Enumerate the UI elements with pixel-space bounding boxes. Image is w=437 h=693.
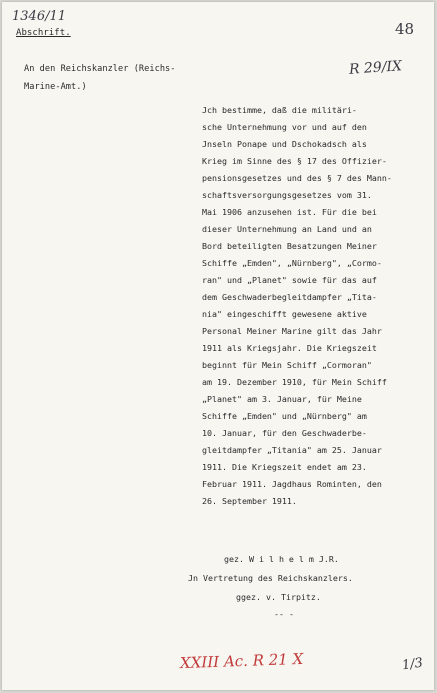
- body-line: Jnseln Ponape und Dschokadsch als: [202, 139, 367, 149]
- recipient-line-1: An den Reichskanzler (Reichs-: [24, 64, 176, 74]
- body-line: Schiffe „Emden", „Nürnberg", „Cormo-: [202, 258, 382, 268]
- body-line: Februar 1911. Jagdhaus Rominten, den: [202, 479, 382, 489]
- signature-emperor: gez. W i l h e l m J.R.: [224, 554, 339, 564]
- document-title: Abschrift.: [16, 28, 71, 38]
- body-line: sche Unternehmung vor und auf den: [202, 122, 367, 132]
- document-page: [2, 2, 434, 690]
- handwritten-annotation: R 29/IX: [348, 58, 403, 78]
- body-line: Jch bestimme, daß die militäri-: [202, 105, 357, 115]
- red-archive-mark: XXIII Ac. R 21 X: [179, 649, 304, 673]
- body-line: Mai 1906 anzusehen ist. Für die bei: [202, 207, 377, 217]
- signature-deputy-line: Jn Vertretung des Reichskanzlers.: [188, 573, 353, 583]
- body-line: Personal Meiner Marine gilt das Jahr: [202, 326, 382, 336]
- body-line: 1911. Die Kriegszeit endet am 23.: [202, 462, 367, 472]
- archive-mark: 1346/11: [12, 9, 67, 24]
- signature-dash: -- -: [274, 609, 294, 619]
- body-line: dieser Unternehmung an Land und an: [202, 224, 372, 234]
- body-line: Schiffe „Emden" und „Nürnberg" am: [202, 411, 367, 421]
- body-line: schaftsversorgungsgesetzes vom 31.: [202, 190, 372, 200]
- body-line: Bord beteiligten Besatzungen Meiner: [202, 241, 377, 251]
- recipient-line-2: Marine-Amt.): [24, 82, 87, 92]
- body-line: Krieg im Sinne des § 17 des Offizier-: [202, 156, 387, 166]
- body-line: 10. Januar, für den Geschwaderbe-: [202, 428, 367, 438]
- body-line: 26. September 1911.: [202, 496, 297, 506]
- body-line: am 19. Dezember 1910, für Mein Schiff: [202, 377, 387, 387]
- body-line: beginnt für Mein Schiff „Cormoran": [202, 360, 372, 370]
- body-line: nia" eingeschifft gewesene aktive: [202, 309, 367, 319]
- body-line: 1911 als Kriegsjahr. Die Kriegszeit: [202, 343, 377, 353]
- signature-tirpitz: ggez. v. Tirpitz.: [236, 592, 321, 602]
- body-line: dem Geschwaderbegleitdampfer „Tita-: [202, 292, 377, 302]
- body-line: gleitdampfer „Titania" am 25. Januar: [202, 445, 382, 455]
- body-line: ran" und „Planet" sowie für das auf: [202, 275, 377, 285]
- corner-mark: 1/3: [401, 655, 424, 674]
- body-line: pensionsgesetzes und des § 7 des Mann-: [202, 173, 392, 183]
- page-number: 48: [395, 20, 415, 38]
- body-line: „Planet" am 3. Januar, für Meine: [202, 394, 362, 404]
